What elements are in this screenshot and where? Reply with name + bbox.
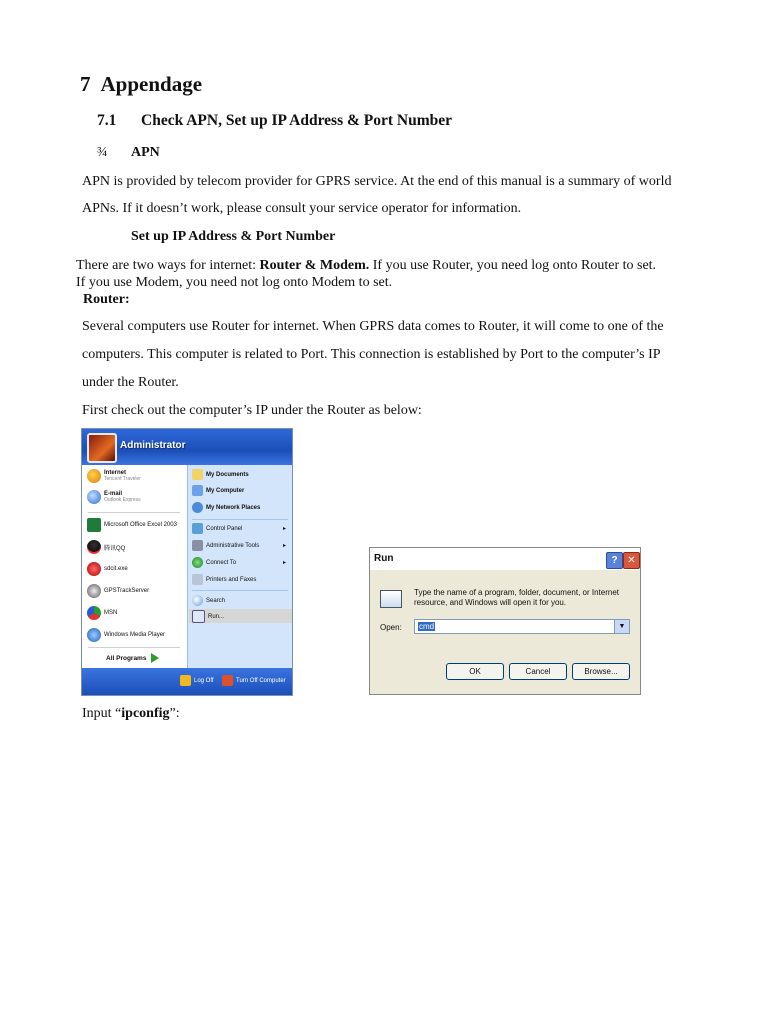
excel-icon [87,518,101,532]
start-item-admin-tools[interactable] [192,540,290,551]
start-item-printers[interactable] [192,574,256,585]
user-avatar [87,433,117,463]
open-label: Open: [380,623,402,632]
chevron-right-icon: ▸ [282,560,286,566]
help-button[interactable]: ? [606,552,623,569]
start-item-label: My Computer [206,487,245,494]
run-dialog-title: Run [374,553,394,564]
setup-line2: If you use Modem, you need not log onto Modem to set. [76,275,393,290]
turn-off-button[interactable] [222,675,286,686]
start-item-label: Windows Media Player [104,632,166,638]
start-item-network-places[interactable] [192,502,260,513]
start-menu-header [82,429,292,465]
msn-icon [87,606,101,620]
start-item-label: 腾讯QQ [104,545,126,552]
router-check-line: First check out the computer’s IP under the Router as below: [82,403,422,418]
menu-separator [88,647,180,648]
turn-off-label: Turn Off Computer [236,677,286,684]
chevron-down-icon[interactable]: ▼ [614,620,629,633]
start-item-msn[interactable] [87,606,117,620]
gps-icon [87,584,101,598]
run-program-icon [380,590,402,608]
arrow-right-icon [151,653,159,663]
setup-line1-bold: Router & Modem. [259,258,370,273]
start-item-email[interactable] [87,490,141,504]
chapter-title: Appendage [100,72,203,96]
run-dialog-titlebar [370,548,640,570]
control-panel-icon [192,523,203,534]
start-item-internet[interactable] [87,469,141,483]
apn-paragraph-line1: APN is provided by telecom provider for GPRS service. At the end of this manual is a summary of world [82,174,672,189]
documents-icon [192,469,203,480]
setup-line1 [76,258,656,274]
setup-line1-pre: There are two ways for internet: [76,258,260,273]
qq-icon [87,540,101,554]
section-title: Check APN, Set up IP Address & Port Number [141,112,453,129]
section-number: 7.1 [97,112,117,129]
start-item-label: Control Panel [206,525,243,532]
start-menu-left-pane [82,465,187,668]
log-off-label: Log Off [194,677,214,684]
menu-separator [88,512,180,513]
input-ipconfig-line [82,706,180,722]
all-programs-label: All Programs [106,654,147,662]
router-heading: Router: [83,292,130,307]
start-item-connect-to[interactable] [192,557,290,568]
menu-separator [192,590,288,591]
input-line-pre: Input “ [82,706,122,721]
power-icon [222,675,233,686]
key-icon [180,675,191,686]
all-programs-button[interactable] [106,653,159,663]
router-paragraph-line3: under the Router. [82,375,179,390]
input-line-post: ”: [169,706,180,721]
open-input[interactable] [414,619,630,634]
start-menu-footer [82,668,292,695]
setup-heading: Set up IP Address & Port Number [131,229,336,244]
start-item-search[interactable] [192,595,225,606]
connect-icon [192,557,203,568]
apn-title: APN [131,145,160,160]
start-item-label: E-mail [104,491,123,497]
start-item-label: My Network Places [206,504,261,511]
open-input-value: cmd [419,622,435,631]
ok-button[interactable]: OK [446,663,504,680]
computer-icon [192,485,203,496]
browser-icon [87,469,101,483]
setup-line1-post: If you use Router, you need log onto Router to set. [369,258,657,273]
input-line-command: ipconfig [121,706,170,721]
start-item-label: Internet [104,470,127,476]
start-item-label: Microsoft Office Excel 2003 [104,522,177,528]
start-item-label: GPSTrackServer [104,588,150,594]
start-item-my-computer[interactable] [192,485,244,496]
menu-separator [192,519,288,520]
chevron-right-icon: ▸ [282,543,286,549]
start-item-label: Administrative Tools [206,542,260,549]
start-item-sdcit[interactable] [87,562,128,576]
start-menu-right-pane [187,465,292,668]
run-dialog [370,548,640,694]
apn-paragraph-line2: APNs. If it doesn’t work, please consult your service operator for information. [82,201,522,216]
chevron-right-icon: ▸ [282,526,286,532]
cancel-button[interactable]: Cancel [509,663,567,680]
start-menu-screenshot [82,429,292,695]
start-item-excel[interactable] [87,518,177,532]
router-paragraph-line1: Several computers use Router for internet. When GPRS data comes to Router, it will come to one of the [82,319,664,334]
router-paragraph-line2: computers. This computer is related to Port. This connection is established by Port to the computer’s IP [82,347,661,362]
section-heading [97,112,452,130]
start-item-gpstrackserver[interactable] [87,584,149,598]
printer-icon [192,574,203,585]
chapter-heading [80,72,202,97]
start-item-label: Search [206,597,226,604]
email-icon [87,490,101,504]
log-off-button[interactable] [180,675,214,686]
apn-heading [97,145,160,161]
admin-tools-icon [192,540,203,551]
start-item-control-panel[interactable] [192,523,290,534]
start-item-media-player[interactable] [87,628,165,642]
network-icon [192,502,203,513]
run-dialog-description: Type the name of a program, folder, document, or Internet resource, and Windows will open it for you. [414,588,620,607]
start-item-label: sdcit.exe [104,566,128,572]
start-item-sub: Outlook Express [104,497,141,503]
media-player-icon [87,628,101,642]
start-item-run[interactable] [192,610,224,623]
start-item-label: My Documents [206,471,249,478]
run-icon [192,610,205,623]
start-item-sub: Tencent Traveler [104,476,141,482]
start-item-label: Printers and Faxes [206,576,257,583]
close-button[interactable]: ✕ [623,552,640,569]
start-item-my-documents[interactable] [192,469,249,480]
start-item-label: MSN [104,610,118,616]
search-icon [192,595,203,606]
bullet-marker: ¾ [97,145,108,160]
start-item-label: Run... [208,613,225,620]
exe-icon [87,562,101,576]
start-item-label: Connect To [206,559,237,566]
start-item-qq[interactable] [87,540,125,554]
user-name: Administrator [120,440,186,451]
browse-button[interactable]: Browse... [572,663,630,680]
chapter-number: 7 [80,72,91,96]
